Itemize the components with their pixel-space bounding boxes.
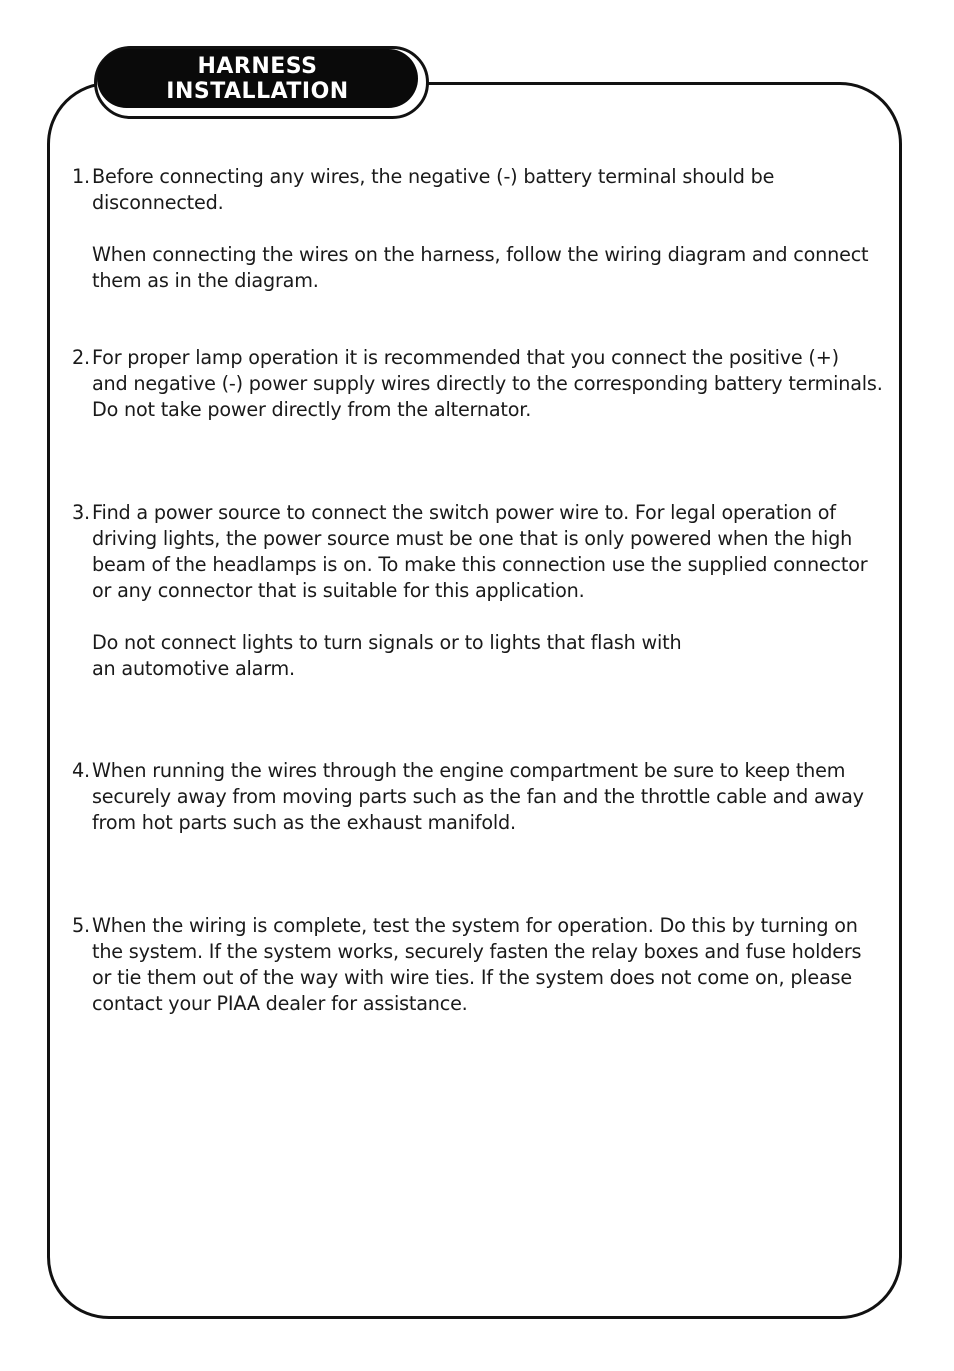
step-paragraph: When running the wires through the engine compartment be sure to keep them securely away from moving parts such as the fan and the throttle cable and away from hot parts such as the exhaust manifold. — [92, 759, 864, 834]
step-number: 3. — [72, 501, 90, 524]
step-3 — [72, 500, 898, 682]
step-2 — [72, 345, 898, 423]
step-number: 5. — [72, 914, 90, 937]
step-paragraph: When connecting the wires on the harness, follow the wiring diagram and connect them as in the diagram. — [92, 243, 869, 292]
step-paragraph: Find a power source to connect the switch power wire to. For legal operation of driving lights, the power source must be one that is only powered when the high beam of the headlamps is on. To make this connection use the supplied connector or any connector that is suitable for this application. — [92, 501, 868, 602]
section-title-line-1: HARNESS — [197, 53, 318, 79]
step-number: 4. — [72, 759, 90, 782]
section-title-line-2: INSTALLATION — [166, 78, 349, 104]
step-1 — [72, 164, 898, 294]
step-number: 1. — [72, 165, 90, 188]
step-paragraph: When the wiring is complete, test the system for operation. Do this by turning on the system. If the system works, securely fasten the relay boxes and fuse holders or tie them out of the way with wire ties. If the system does not come on, please contact your PIAA dealer for assistance. — [92, 914, 862, 1015]
section-title-badge — [94, 46, 429, 119]
step-paragraph: Do not connect lights to turn signals or to lights that flash with an automotive alarm. — [92, 631, 682, 680]
step-paragraph: For proper lamp operation it is recommended that you connect the positive (+) and negative (-) power supply wires directly to the corresponding battery terminals. Do not take power directly from the alternator. — [92, 346, 883, 421]
step-number: 2. — [72, 346, 90, 369]
step-4 — [72, 758, 898, 836]
step-paragraph: Before connecting any wires, the negative (-) battery terminal should be disconnected. — [92, 165, 775, 214]
step-5 — [72, 913, 898, 1017]
section-title — [97, 49, 418, 108]
